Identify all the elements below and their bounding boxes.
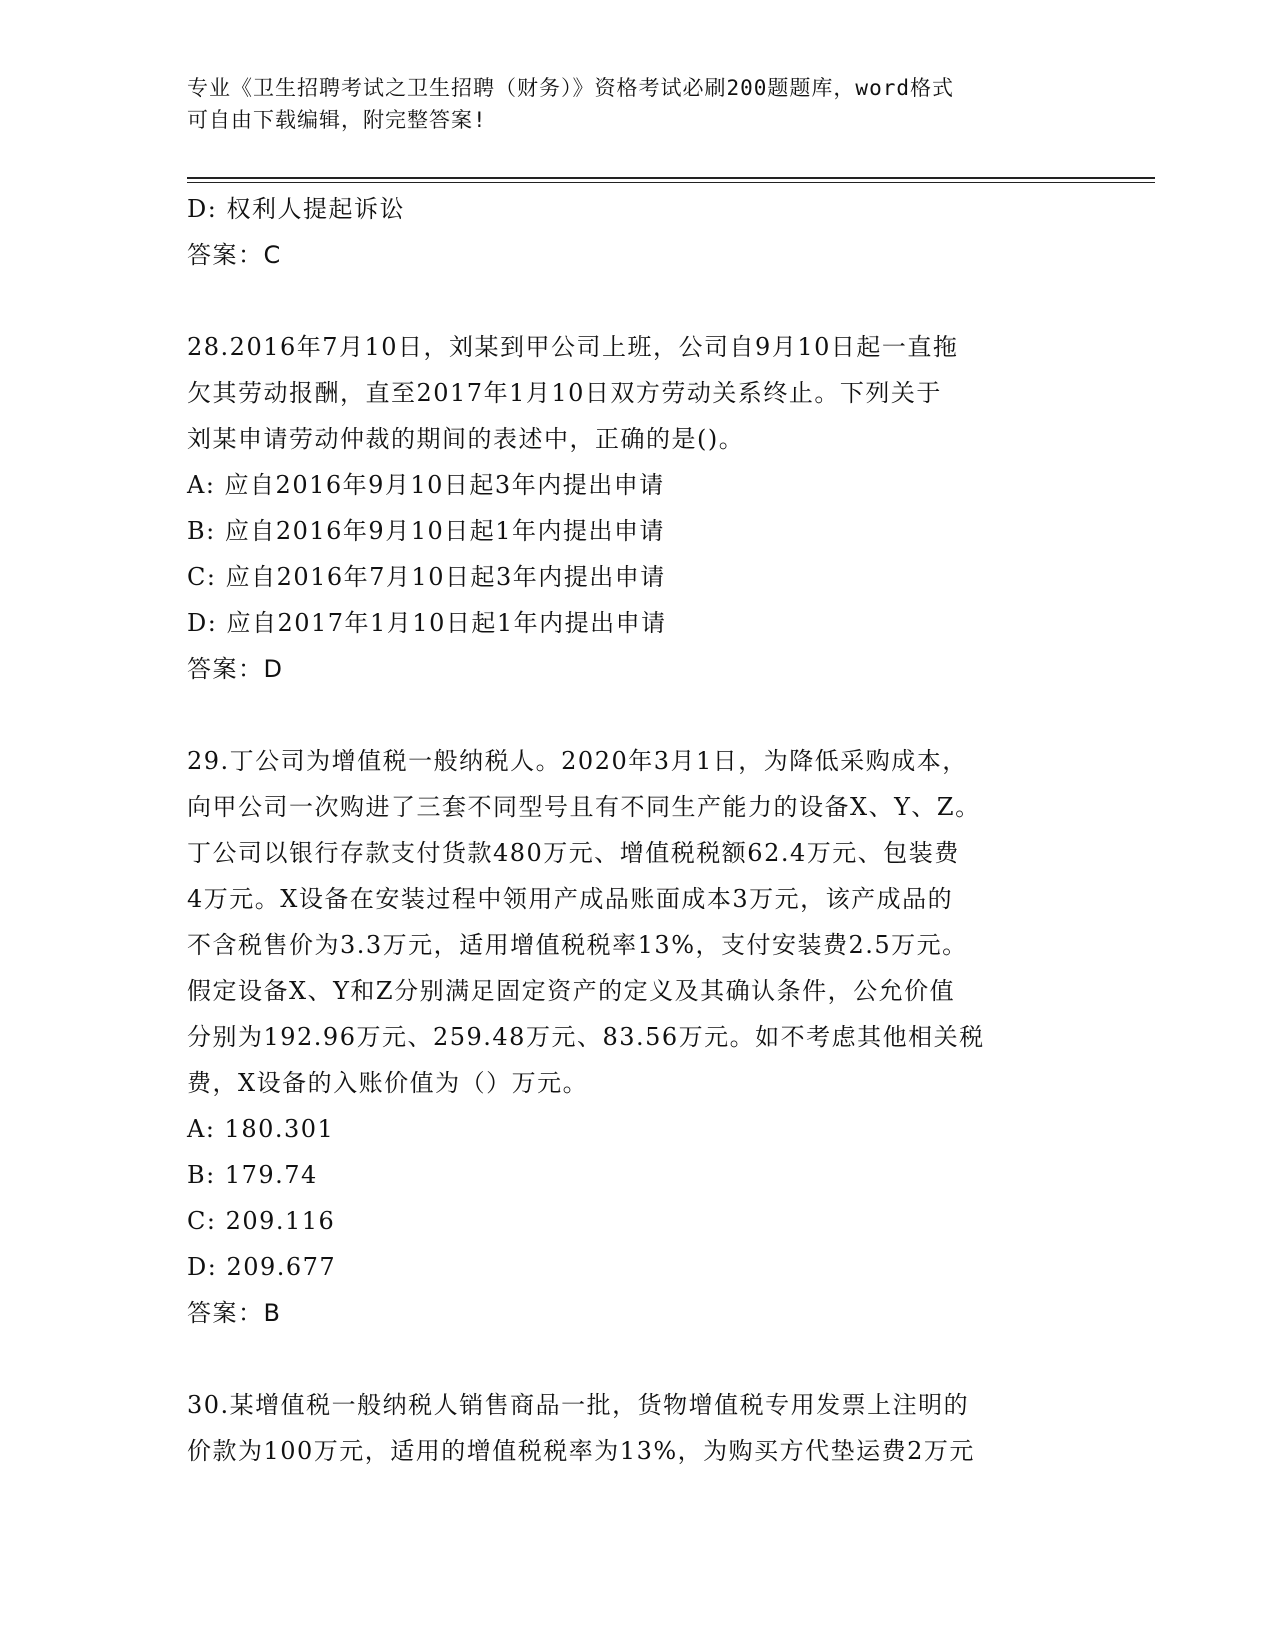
header-divider-thin [187,182,1155,183]
page-header [187,72,1087,136]
q29-stem-line: 29.丁公司为增值税一般纳税人。2020年3月1日，为降低采购成本， [187,747,968,775]
q29-stem-line: 假定设备X、Y和Z分别满足固定资产的定义及其确认条件，公允价值 [187,977,956,1005]
q28-stem-line: 刘某申请劳动仲裁的期间的表述中，正确的是()。 [187,425,745,453]
q29-answer: 答案：B [187,1299,282,1327]
q29-stem-line: 向甲公司一次购进了三套不同型号且有不同生产能力的设备X、Y、Z。 [187,793,981,821]
question-content [187,186,1087,1474]
header-line-2: 可自由下载编辑，附完整答案! [187,108,487,132]
q29-stem-line: 费，X设备的入账价值为（）万元。 [187,1069,589,1097]
q29-option-d: D: 209.677 [187,1253,337,1281]
q29-option-b: B: 179.74 [187,1161,318,1189]
q28-option-b: B: 应自2016年9月10日起1年内提出申请 [187,517,666,545]
q27-option-d: D: 权利人提起诉讼 [187,195,405,223]
q28-stem-line: 欠其劳动报酬，直至2017年1月10日双方劳动关系终止。下列关于 [187,379,942,407]
q28-option-d: D: 应自2017年1月10日起1年内提出申请 [187,609,667,637]
q27-answer: 答案：C [187,241,282,269]
q29-stem-line: 不含税售价为3.3万元，适用增值税税率13%，支付安装费2.5万元。 [187,931,968,959]
q29-option-c: C: 209.116 [187,1207,336,1235]
header-divider-thick [187,177,1155,179]
q29-stem-line: 4万元。X设备在安装过程中领用产成品账面成本3万元，该产成品的 [187,885,954,913]
q30-stem-line: 价款为100万元，适用的增值税税率为13%，为购买方代垫运费2万元 [187,1437,975,1465]
header-line-1: 专业《卫生招聘考试之卫生招聘（财务）》资格考试必刷200题题库，word格式 [187,76,954,100]
q29-stem-line: 丁公司以银行存款支付货款480万元、增值税税额62.4万元、包装费 [187,839,960,867]
q29-option-a: A: 180.301 [187,1115,335,1143]
q30-stem-line: 30.某增值税一般纳税人销售商品一批，货物增值税专用发票上注明的 [187,1391,970,1419]
q28-stem-line: 28.2016年7月10日，刘某到甲公司上班，公司自9月10日起一直拖 [187,333,959,361]
q28-option-c: C: 应自2016年7月10日起3年内提出申请 [187,563,666,591]
q29-stem-line: 分别为192.96万元、259.48万元、83.56万元。如不考虑其他相关税 [187,1023,985,1051]
spacer [187,1336,1087,1382]
spacer [187,278,1087,324]
q28-option-a: A: 应自2016年9月10日起3年内提出申请 [187,471,665,499]
q28-answer: 答案：D [187,655,284,683]
spacer [187,692,1087,738]
